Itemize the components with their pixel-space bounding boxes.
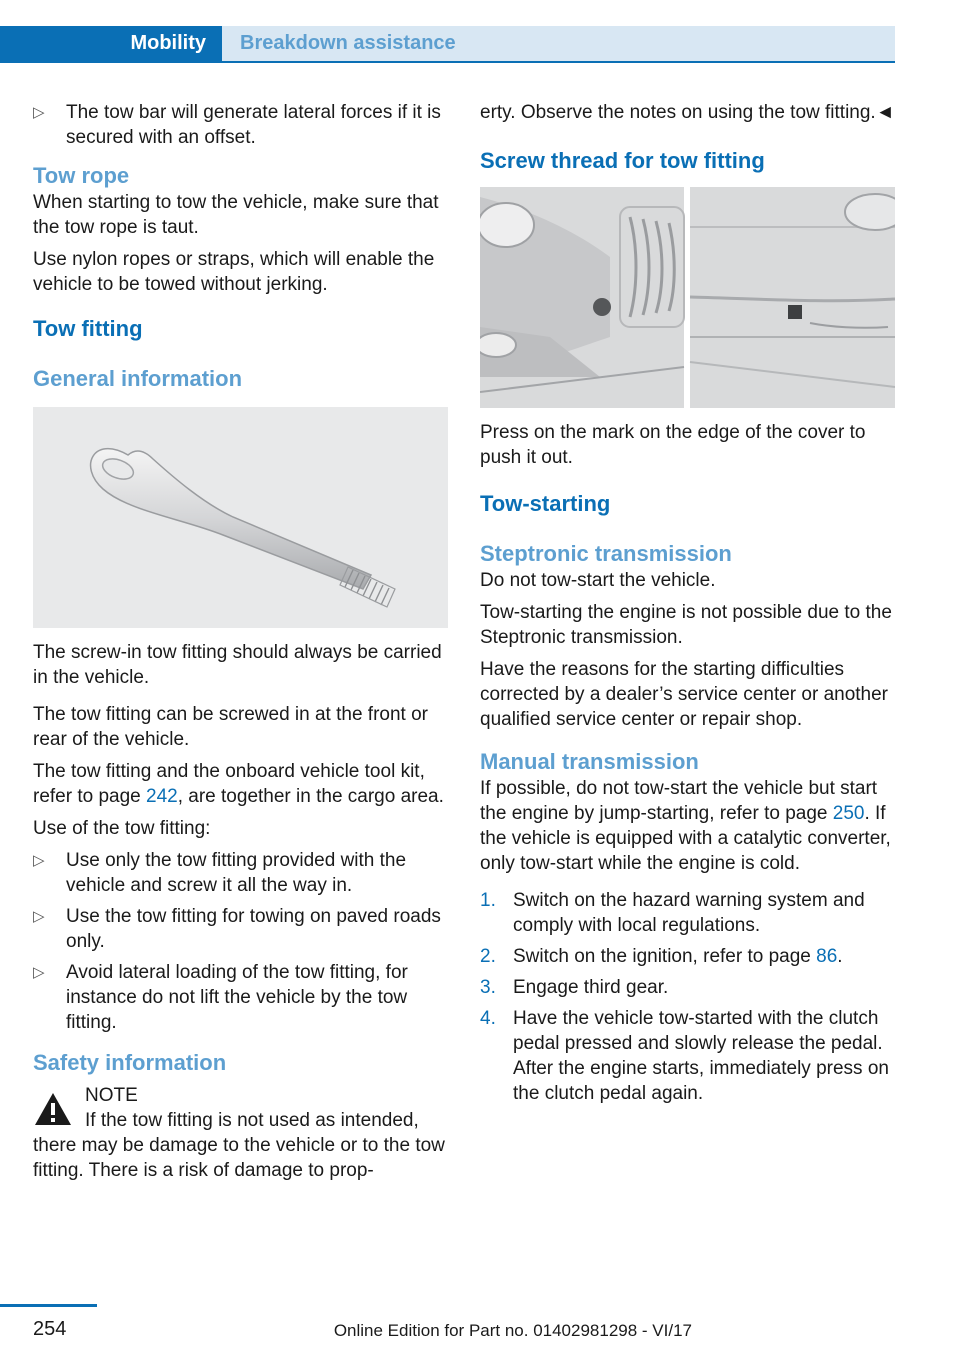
tow-rope-heading: Tow rope [33,163,130,188]
manual-heading: Manual transmission [480,749,699,774]
general-info-heading: General information [33,366,243,391]
tow-eye-illustration [33,407,448,628]
list-item: 2. Switch on the ignition, refer to page 86. [480,946,843,967]
steptronic-text-2: Tow-starting the engine is not possible due to the Steptronic transmission. [480,602,892,648]
header-divider [0,61,895,63]
tow-start-steps [480,888,896,1106]
list-item: 3. Engage third gear. [480,977,669,998]
tow-fitting-heading: Tow fitting [33,316,143,341]
continued-text: erty. Observe the notes on using the tow fitting.◄ [480,102,895,123]
tow-rope-text-1: When starting to tow the vehicle, make sure that the tow rope is taut. [33,192,439,238]
thread-image [480,187,895,408]
tow-fitting-use-list [33,848,449,1035]
header-tabbar [0,26,895,61]
page-link-86[interactable]: 86 [816,946,838,967]
steptronic-text-1: Do not tow-start the vehicle. [480,570,716,591]
page-link-242[interactable]: 242 [146,786,178,807]
list-item: 4. Have the vehicle tow-started with the clutch pedal pressed and slowly release the pedal. After the engine starts, immediately press on the clutch pedal again. [480,1008,889,1104]
fitting-text-1: The screw-in tow fitting should always be carried in the vehicle. [33,642,442,688]
tab-mobility[interactable]: Mobility [0,26,222,61]
bullet-triangle-icon: ▷ [33,104,45,121]
left-column [33,100,449,1183]
press-text: Press on the mark on the edge of the cover to push it out. [480,422,866,468]
use-intro: Use of the tow fitting: [33,818,211,839]
tow-fitting-image [33,407,448,628]
list-item: ▷ Use only the tow fitting provided with the vehicle and screw it all the way in. [33,850,407,896]
page-link-250[interactable]: 250 [832,803,865,824]
note-label: NOTE [85,1085,138,1106]
steptronic-text-3: Have the reasons for the starting difficulties corrected by a dealer’s service center or another qualified service center or repair shop. [480,659,889,730]
note-row [33,1083,449,1108]
page-number: 254 [33,1318,67,1340]
bullet-triangle-icon: ▷ [33,852,45,869]
fitting-text-2: The tow fitting can be screwed in at the front or rear of the vehicle. [33,704,428,750]
bullet-triangle-icon: ▷ [33,964,45,981]
bumper-illustration [480,187,895,408]
note-text: If the tow fitting is not used as intended, there may be damage to the vehicle or to the tow fitting. There is a risk of damage to prop- [33,1110,445,1181]
list-item: ▷ Avoid lateral loading of the tow fitting, for instance do not lift the vehicle by the tow fitting. [33,962,408,1033]
bullet-list-top [33,100,449,150]
fitting-text-3: The tow fitting and the onboard vehicle tool kit, refer to page 242, are together in the cargo area. [33,761,444,807]
thread-heading: Screw thread for tow fitting [480,148,765,173]
list-item: 1. Switch on the hazard warning system and comply with local regulations. [480,890,865,936]
warning-triangle-icon [33,1091,73,1127]
tow-starting-heading: Tow-starting [480,491,611,516]
steptronic-heading: Steptronic transmission [480,541,732,566]
list-item: ▷ Use the tow fitting for towing on paved roads only. [33,906,441,952]
bullet-triangle-icon: ▷ [33,908,45,925]
edition-text: Online Edition for Part no. 01402981298 - VI/17 [333,1321,692,1340]
safety-heading: Safety information [33,1050,227,1075]
tab-breakdown-assistance[interactable]: Breakdown assistance [222,26,895,61]
footer-divider [0,1304,97,1307]
note-block [33,1083,449,1183]
tow-rope-text-2: Use nylon ropes or straps, which will enable the vehicle to be towed without jerking. [33,249,435,295]
manual-text: If possible, do not tow-start the vehicle but start the engine by jump-starting, refer to page 250. If the vehicle is equipped with a catalytic converter, only tow-start while the engine is cold. [480,778,891,874]
right-column [480,100,896,1112]
list-item: ▷ The tow bar will generate lateral forces if it is secured with an offset. [33,102,441,148]
